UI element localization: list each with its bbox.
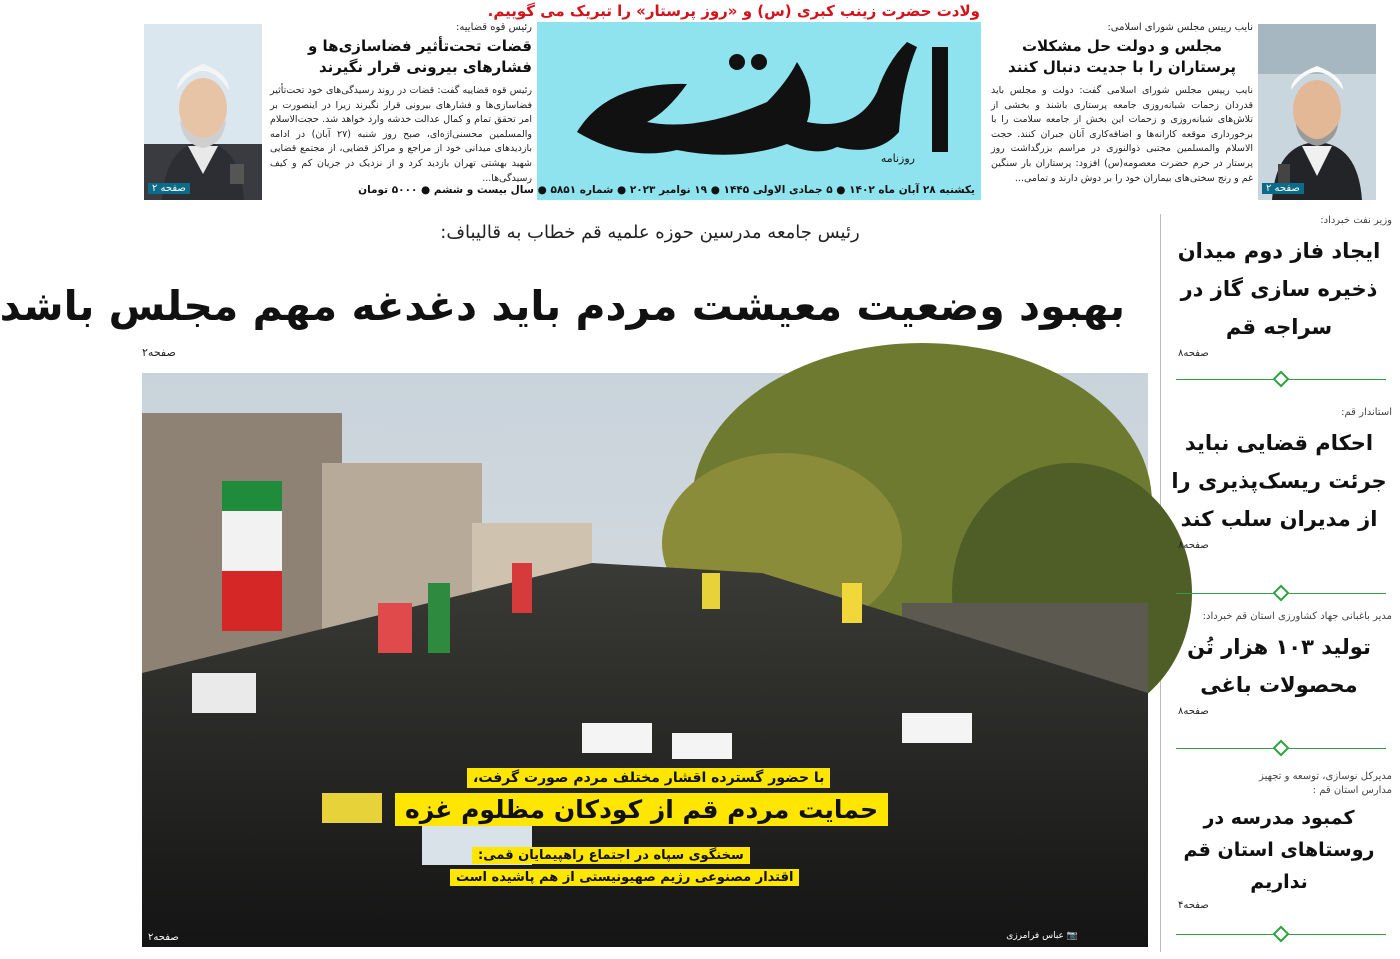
- judiciary-chief-photo: [144, 24, 262, 200]
- main-headline[interactable]: بهبود وضعیت معیشت مردم باید دغدغه مهم مجلس باشد: [0, 282, 1125, 330]
- right-item-title[interactable]: ایجاد فاز دوم میدان ذخیره سازی گاز در سراجه قم: [1177, 239, 1381, 339]
- left-box-body: رئیس قوه قضاییه گفت: قضات در روند رسیدگی‌های خود تحت‌تأثیر فضاسازی‌ها و فشارهای بیرونی قرار نگیرند زیرا در اینصورت بر امر تحقق تمام و کمال عدالت خدشه وارد خواهد شد. حجت‌الاسلام والمسلمین محسنی‌اژه‌ای، صبح روز شنبه (۲۷ آبان) در ادامه بازدیدهای میدانی خود از مراجع و مراکز قضایی، از مجتمع قضایی شهید بهشتی تهران بازدید کرد و از نزدیک در جریان کم و کیف رسیدگی‌ها...: [270, 85, 532, 184]
- right-item-page-ref: صفحه۸: [1178, 540, 1209, 551]
- right-box-title: مجلس و دولت حل مشکلات پرستاران را با جدیت دنبال کنند: [1008, 37, 1236, 76]
- photo-caption-subtitle[interactable]: اقتدار مصنوعی رژیم صهیونیستی از هم پاشیده است: [450, 869, 799, 886]
- camera-icon: 📷: [1066, 931, 1078, 941]
- right-item-title[interactable]: کمبود مدرسه در روستاهای استان قم نداریم: [1183, 807, 1375, 893]
- photo-caption-title[interactable]: حمایت مردم قم از کودکان مظلوم غزه: [395, 793, 888, 826]
- photo-caption-kicker: با حضور گسترده اقشار مختلف مردم صورت گرفت،: [467, 768, 830, 788]
- main-photo[interactable]: [142, 373, 1148, 947]
- right-box-body: نایب رییس مجلس شورای اسلامی گفت: دولت و مجلس باید قدردان زحمات شبانه‌روزی جامعه پرستاری باشند و بخشی از تلاش‌های شبانه‌روزی و زحمات این بخش از جامعه سلامت را با برخورداری موقعه کارانه‌ها و اضافه‌کاری آنان جبران کنند. حجت الاسلام والمسلمین مجتبی ذوالنوری در مراسم بزرگداشت روز پرستار در حرم حضرت معصومه(س) افزود: پرستاران بار سنگین غم و رنج سختی‌های بیماران خود را بر دوش دارند و تمامی...: [991, 85, 1253, 184]
- right-column-item[interactable]: [1166, 770, 1392, 911]
- green-separator: [1176, 586, 1386, 600]
- logo-small-label: روزنامه: [880, 152, 915, 165]
- right-box-page-tag: صفحه ۲: [1262, 183, 1304, 194]
- deputy-speaker-photo: [1258, 24, 1376, 200]
- right-item-kicker: وزیر نفت خبرداد:: [1320, 215, 1392, 226]
- photo-credit: [1006, 931, 1078, 941]
- green-separator: [1176, 741, 1386, 755]
- left-top-news-box[interactable]: [142, 22, 534, 200]
- left-box-title: قضات تحت‌تأثیر فضاسازی‌ها و فشارهای بیرونی قرار نگیرند: [307, 37, 532, 76]
- top-greeting-line: ولادت حضرت زینب کبری (س) و «روز پرستار» را تبریک می گوییم.: [487, 2, 980, 20]
- right-top-news-box[interactable]: [985, 22, 1378, 200]
- right-item-page-ref: صفحه۸: [1178, 348, 1209, 359]
- photo-credit-name: عباس فرامرزی: [1006, 931, 1064, 941]
- right-box-kicker: نایب رییس مجلس شورای اسلامی:: [1107, 22, 1253, 33]
- right-item-page-ref: صفحه۸: [1178, 706, 1209, 717]
- main-kicker: رئیس جامعه مدرسین حوزه علمیه قم خطاب به قالیباف:: [440, 222, 860, 243]
- photo-caption-subkicker: سخنگوی سپاه در اجتماع راهپیمایان قمی:: [472, 847, 750, 864]
- green-separator: [1176, 372, 1386, 386]
- right-column-item[interactable]: [1166, 214, 1392, 359]
- right-item-title[interactable]: احکام قضایی نباید جرئت ریسک‌پذیری را از مدیران سلب کند: [1171, 431, 1387, 531]
- headline-page-ref: صفحه۲: [142, 346, 176, 359]
- newspaper-logo: [537, 22, 981, 182]
- left-box-kicker: رئیس قوه قضاییه:: [456, 22, 532, 33]
- dateline: یکشنبه ۲۸ آبان ماه ۱۴۰۲ ● ۵ جمادی الاولی ۱۴۴۵ ● ۱۹ نوامبر ۲۰۲۳ ● شماره ۵۸۵۱ ● سال بیست و ششم ● ۵۰۰۰ تومان: [358, 184, 975, 196]
- right-item-title[interactable]: تولید ۱۰۳ هزار تُن محصولات باغی: [1187, 635, 1371, 697]
- right-column-item[interactable]: [1166, 406, 1392, 551]
- right-news-column: [1166, 214, 1392, 959]
- green-separator: [1176, 927, 1386, 941]
- photo-page-ref: صفحه۲: [148, 932, 179, 943]
- right-column-item[interactable]: [1166, 610, 1392, 717]
- right-item-kicker: استاندار قم:: [1341, 407, 1392, 418]
- right-item-kicker: مدیرکل نوسازی، توسعه و تجهیز مدارس استان قم :: [1259, 771, 1392, 796]
- right-item-page-ref: صفحه۴: [1178, 900, 1209, 911]
- right-item-kicker: مدیر باغبانی جهاد کشاورزی استان قم خبرداد:: [1202, 611, 1392, 622]
- left-box-page-tag: صفحه ۲: [148, 183, 190, 194]
